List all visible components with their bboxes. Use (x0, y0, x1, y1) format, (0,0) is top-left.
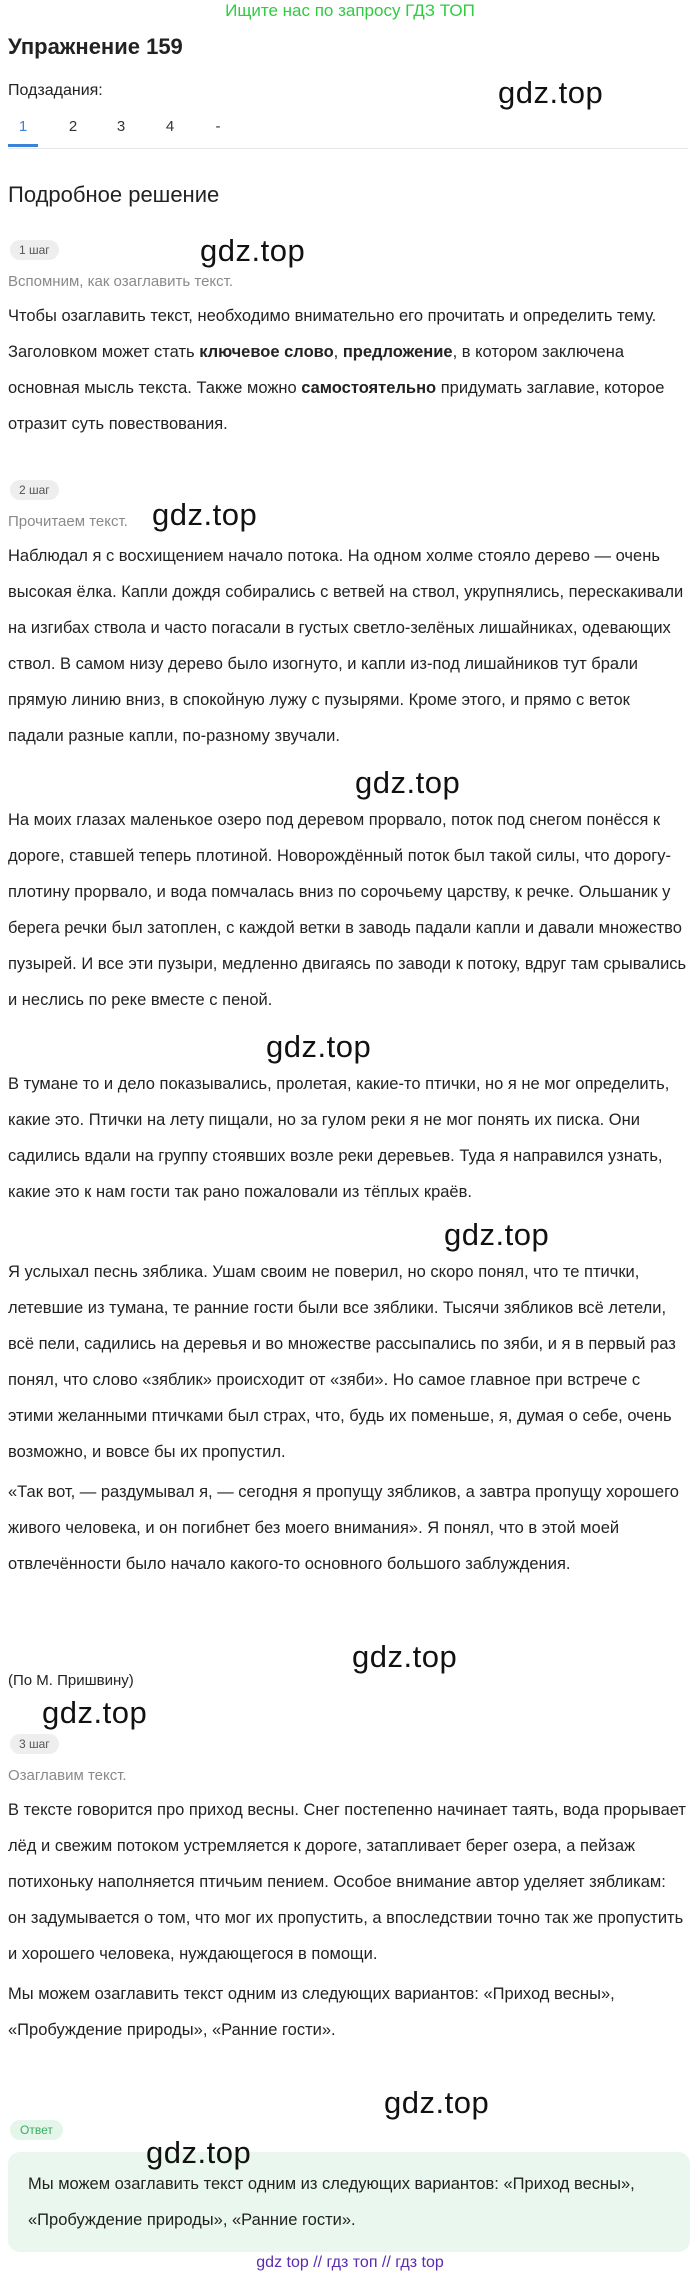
step1-paragraph (8, 298, 688, 442)
text-source: (По М. Пришвину) (8, 1672, 134, 1689)
answer-text: Мы можем озаглавить текст одним из следующих вариантов: «Приход весны», «Пробуждение природы», «Ранние гости». (28, 2175, 635, 2229)
watermark: gdz.top (444, 1217, 550, 1252)
subtask-tab-2[interactable]: 2 (68, 118, 78, 135)
text-paragraph: На моих глазах маленькое озеро под деревом прорвало, поток под снегом понёсся к дороге, ставшей теперь плотиной. Новорождённый поток был такой силы, что дорогу-плотину прорвало, и вода помчалась вниз по сорочьему царству, к речке. Ольшаник у берега речки был затоплен, с каждой ветки в заводь падали капли и давали множество пузырей. И все эти пузыри, медленно двигаясь по заводи к потоку, вдруг там срывались и неслись по реке вместе с пеной. (8, 811, 687, 1009)
text-paragraph: Наблюдал я с восхищением начало потока. На одном холме стояло дерево — очень высокая ёлка. Капли дождя собирались с ветвей на ствол, укрупнялись, перескакивали на изгибах ствола и часто погасали в густых светло-зелёных лишайниках, одевающих ствол. В самом низу дерево было изогнуто, и капли из-под лишайников тут брали прямую линию вниз, в спокойную лужу с пузырями. Кроме этого, и прямо с веток падали разные капли, по-разному звучали. (8, 547, 684, 745)
answer-box (8, 2152, 690, 2252)
answer-badge: Ответ (10, 2120, 63, 2140)
subtask-tab-4[interactable]: 4 (165, 118, 175, 135)
subtasks-label: Подзадания: (8, 82, 103, 99)
text-paragraph: «Так вот, — раздумывал я, — сегодня я пропущу зябликов, а завтра пропущу хорошего живого человека, и он погибнет без моего внимания». Я понял, что в этой моей отвлечённости было начало какого-то основного большого заблуждения. (8, 1483, 679, 1573)
step-badge-1: 1 шаг (10, 240, 59, 260)
search-banner[interactable]: Ищите нас по запросу ГДЗ ТОП (225, 1, 475, 20)
subtask-tab-3[interactable]: 3 (116, 118, 126, 135)
step-badge-2: 2 шаг (10, 480, 59, 500)
step1-text-c: , в котором заключена основная мысль текста. Также можно (8, 343, 625, 397)
solution-title: Подробное решение (8, 182, 220, 207)
text-paragraph: В тумане то и дело показывались, пролетая, какие-то птички, но я не мог определить, какие это. Птички на лету пищали, но за гулом реки я не мог понять их писка. Они садились вдали на группу стоявших возле реки деревьев. Туда я направился узнать, какие это к нам гости так рано пожаловали из тёплых краёв. (8, 1075, 670, 1201)
step1-bold-sentence: предложение (342, 343, 453, 361)
active-tab-indicator (8, 144, 38, 147)
step-hint-1: Вспомним, как озаглавить текст. (8, 273, 234, 290)
watermark: gdz.top (152, 497, 258, 532)
watermark: gdz.top (352, 1639, 458, 1674)
watermark: gdz.top (498, 75, 604, 110)
step-hint-3: Озаглавим текст. (8, 1767, 127, 1784)
watermark: gdz.top (266, 1029, 372, 1064)
exercise-title: Упражнение 159 (8, 34, 183, 59)
watermark: gdz.top (384, 2085, 490, 2120)
watermark: gdz.top (42, 1695, 148, 1730)
step1-bold-self: самостоятельно (301, 379, 437, 397)
step1-text-d: придумать заглавие, которое отразит суть повествования. (8, 379, 665, 433)
subtask-tabs (8, 112, 688, 149)
step-hint-2: Прочитаем текст. (8, 513, 128, 530)
step-badge-3: 3 шаг (10, 1734, 59, 1754)
text-paragraph: Я услыхал песнь зяблика. Ушам своим не поверил, но скоро понял, что те птички, летевшие из тумана, те ранние гости были все зяблики. Тысячи зябликов всё летели, всё пели, садились на деревья и во множестве рассыпались по зяби, и я в первый раз понял, что слово «зяблик» происходит от «зяби». Но самое главное при встрече с этими желанными птичками был страх, что, будь их поменьше, я, думая о себе, очень возможно, и вовсе бы их пропустил. (8, 1263, 676, 1461)
step1-text-sep: , (333, 343, 343, 361)
subtask-tab-1[interactable]: 1 (18, 118, 28, 135)
footer-links[interactable]: gdz top // гдз топ // гдз top (256, 2254, 444, 2271)
subtask-tab-dash[interactable]: - (215, 118, 221, 135)
conclusion-paragraph: В тексте говорится про приход весны. Снег постепенно начинает таять, вода прорывает лёд и свежим потоком устремляется к дороге, затапливает берег озера, а пейзаж потихоньку наполняется птичьим пением. Особое внимание автор уделяет зябликам: он задумывается о том, что мог их пропустить, а впоследствии точно так же пропустить и хорошего человека, нуждающегося в помощи. (8, 1801, 686, 1963)
step1-text-a: Чтобы озаглавить текст, необходимо внимательно его прочитать и определить тему. Заголовком может стать (8, 307, 657, 361)
watermark: gdz.top (200, 233, 306, 268)
watermark: gdz.top (355, 765, 461, 800)
watermark: gdz.top (146, 2135, 252, 2170)
conclusion-paragraph: Мы можем озаглавить текст одним из следующих вариантов: «Приход весны», «Пробуждение природы», «Ранние гости». (8, 1985, 615, 2039)
step1-bold-keyword: ключевое слово (199, 343, 334, 361)
